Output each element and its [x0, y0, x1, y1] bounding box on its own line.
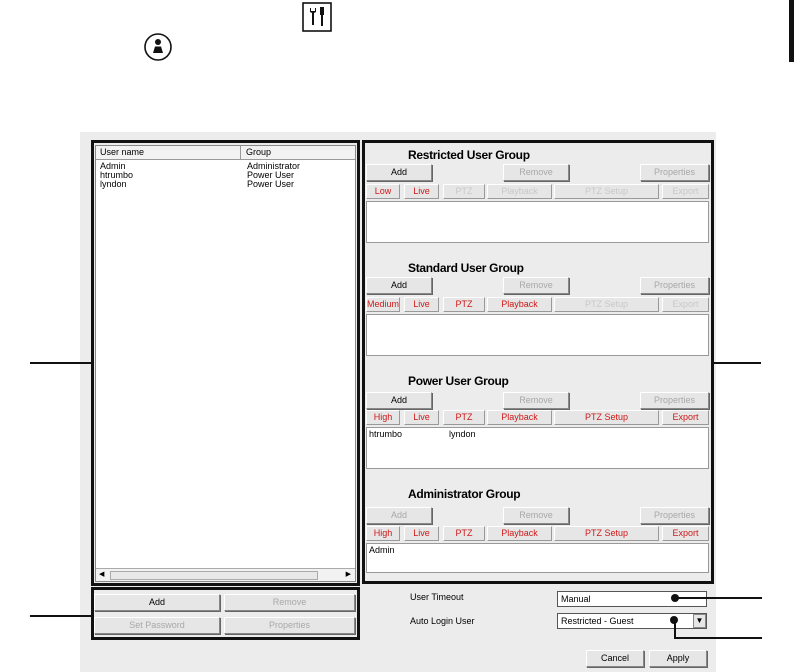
- user-name-cell: Admin: [100, 161, 126, 171]
- level-permission[interactable]: High: [366, 526, 400, 541]
- cancel-button[interactable]: Cancel: [586, 650, 644, 667]
- group-properties-button[interactable]: Properties: [640, 164, 709, 181]
- group-add-button[interactable]: Add: [366, 392, 432, 409]
- auto-login-user-select[interactable]: Restricted - Guest: [557, 613, 707, 629]
- callout-dot-timeout: [671, 594, 679, 602]
- group-properties-button[interactable]: Properties: [640, 392, 709, 409]
- level-permission[interactable]: High: [366, 410, 400, 425]
- export-permission[interactable]: Export: [662, 410, 709, 425]
- auto-login-user-label: Auto Login User: [410, 616, 475, 626]
- group-member[interactable]: Admin: [369, 545, 395, 555]
- callout-line-login: [674, 637, 762, 639]
- ptz-setup-permission[interactable]: PTZ Setup: [554, 297, 659, 312]
- live-permission[interactable]: Live: [404, 410, 439, 425]
- group-add-button[interactable]: Add: [366, 507, 432, 524]
- callout-line-timeout: [676, 597, 762, 599]
- live-permission[interactable]: Live: [404, 297, 439, 312]
- group-member[interactable]: htrumbo: [369, 429, 403, 439]
- user-properties-button[interactable]: Properties: [224, 617, 355, 634]
- user-name-cell: lyndon: [100, 179, 127, 189]
- export-permission[interactable]: Export: [662, 297, 709, 312]
- group-title: Administrator Group: [408, 487, 521, 501]
- user-timeout-label: User Timeout: [410, 592, 464, 602]
- page-edge-bar: [789, 0, 794, 62]
- column-group[interactable]: Group: [246, 147, 272, 157]
- playback-permission[interactable]: Playback: [487, 410, 552, 425]
- groups-highlight: [362, 140, 714, 584]
- user-list-highlight: [91, 140, 360, 586]
- group-add-button[interactable]: Add: [366, 277, 432, 294]
- group-member[interactable]: lyndon: [449, 429, 476, 439]
- export-permission[interactable]: Export: [662, 184, 709, 199]
- playback-permission[interactable]: Playback: [487, 526, 552, 541]
- ptz-permission[interactable]: PTZ: [443, 410, 485, 425]
- group-properties-button[interactable]: Properties: [640, 277, 709, 294]
- group-properties-button[interactable]: Properties: [640, 507, 709, 524]
- live-permission[interactable]: Live: [404, 184, 439, 199]
- user-group-cell: Power User: [247, 179, 295, 189]
- remove-user-button[interactable]: Remove: [224, 594, 355, 611]
- export-permission[interactable]: Export: [662, 526, 709, 541]
- callout-line-user-buttons: [30, 615, 92, 617]
- ptz-permission[interactable]: PTZ: [443, 526, 485, 541]
- add-user-button[interactable]: Add: [94, 594, 220, 611]
- user-timeout-field[interactable]: Manual: [557, 591, 707, 607]
- chevron-down-icon[interactable]: ▼: [693, 614, 706, 628]
- user-group-cell: Power User: [247, 170, 295, 180]
- user-icon: [143, 32, 173, 64]
- user-buttons-highlight: [91, 587, 360, 640]
- playback-permission[interactable]: Playback: [487, 297, 552, 312]
- level-permission[interactable]: Low: [366, 184, 400, 199]
- apply-button[interactable]: Apply: [649, 650, 707, 667]
- user-group-cell: Administrator: [247, 161, 301, 171]
- level-permission[interactable]: Medium: [366, 297, 400, 312]
- group-remove-button[interactable]: Remove: [503, 164, 569, 181]
- tools-icon: [302, 2, 332, 34]
- group-remove-button[interactable]: Remove: [503, 507, 569, 524]
- playback-permission[interactable]: Playback: [487, 184, 552, 199]
- group-title: Standard User Group: [408, 261, 524, 275]
- scroll-right-icon[interactable]: ▶: [345, 571, 351, 578]
- group-title: Restricted User Group: [408, 148, 530, 162]
- callout-line-user-list: [30, 362, 92, 364]
- scroll-left-icon[interactable]: ◀: [99, 571, 105, 578]
- user-name-cell: htrumbo: [100, 170, 134, 180]
- ptz-setup-permission[interactable]: PTZ Setup: [554, 184, 659, 199]
- set-password-button[interactable]: Set Password: [94, 617, 220, 634]
- group-add-button[interactable]: Add: [366, 164, 432, 181]
- group-title: Power User Group: [408, 374, 509, 388]
- ptz-setup-permission[interactable]: PTZ Setup: [554, 526, 659, 541]
- group-remove-button[interactable]: Remove: [503, 392, 569, 409]
- live-permission[interactable]: Live: [404, 526, 439, 541]
- callout-dot-login: [670, 616, 678, 624]
- ptz-permission[interactable]: PTZ: [443, 184, 485, 199]
- group-remove-button[interactable]: Remove: [503, 277, 569, 294]
- column-user-name[interactable]: User name: [100, 147, 145, 157]
- ptz-setup-permission[interactable]: PTZ Setup: [554, 410, 659, 425]
- callout-line-groups: [713, 362, 761, 364]
- ptz-permission[interactable]: PTZ: [443, 297, 485, 312]
